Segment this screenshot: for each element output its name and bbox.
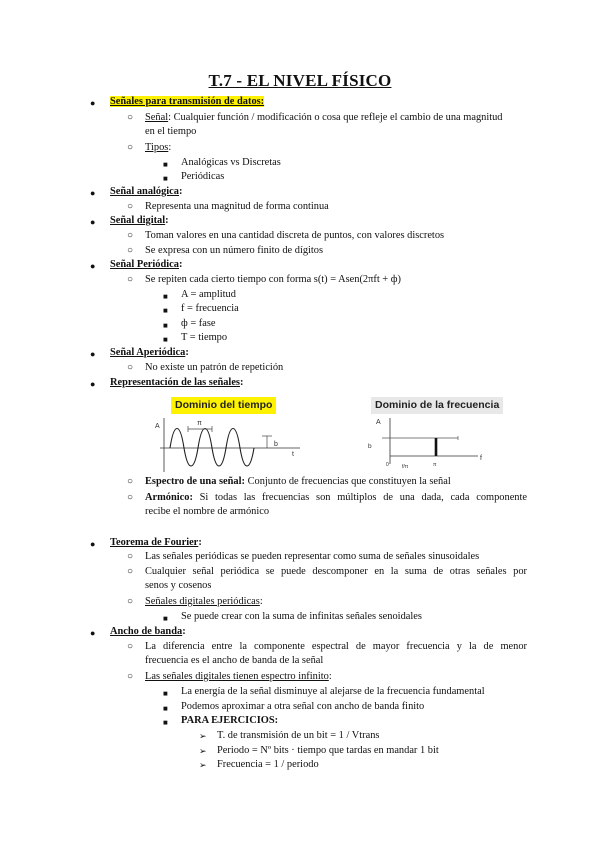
param-item: A = amplitud bbox=[181, 289, 236, 300]
square-bullet-icon: ■ bbox=[163, 321, 168, 330]
digital-item: Toman valores en una cantidad discreta de puntos, con valores discretos bbox=[145, 230, 445, 241]
para-ejercicios: PARA EJERCICIOS: bbox=[181, 715, 279, 726]
arrow-bullet-icon: ➢ bbox=[199, 760, 207, 770]
freq-axis-y-label: A bbox=[376, 419, 381, 426]
ancho-banda-item-cont: frecuencia es el ancho de banda de la señal bbox=[145, 655, 324, 666]
param-item: ф = fase bbox=[181, 318, 216, 329]
fourier-item: Las señales periódicas se pueden representar como suma de señales sinusoidales bbox=[145, 551, 480, 562]
bullet-icon: ● bbox=[90, 188, 96, 198]
circle-bullet-icon: ○ bbox=[127, 245, 134, 256]
tipo-item: Analógicas vs Discretas bbox=[181, 157, 281, 168]
bullet-icon: ● bbox=[90, 379, 96, 389]
time-domain-title: Dominio del tiempo bbox=[171, 397, 276, 414]
square-bullet-icon: ■ bbox=[163, 614, 168, 623]
bullet-icon: ● bbox=[90, 98, 96, 108]
fourier-item-cont: senos y cosenos bbox=[145, 580, 212, 591]
circle-bullet-icon: ○ bbox=[127, 476, 134, 487]
square-bullet-icon: ■ bbox=[163, 160, 168, 169]
periodica-formula: Se repiten cada cierto tiempo con forma s(t) = Asen(2πft + ф) bbox=[145, 274, 401, 285]
fourier-sub-item: Se puede crear con la suma de infinitas señales senoidales bbox=[181, 611, 422, 622]
page-title: T.7 - EL NIVEL FÍSICO bbox=[208, 71, 392, 90]
formula-item: Periodo = Nº bits · tiempo que tardas en mandar 1 bit bbox=[217, 745, 439, 756]
section-heading-digital: Señal digital: bbox=[110, 215, 169, 226]
circle-bullet-icon: ○ bbox=[127, 230, 134, 241]
section-heading-representacion: Representación de las señales: bbox=[110, 377, 244, 388]
section-heading-aperiodica: Señal Aperiódica: bbox=[110, 347, 189, 358]
bullet-icon: ● bbox=[90, 217, 96, 227]
ancho-banda-sub-item: Podemos aproximar a otra señal con ancho de banda finito bbox=[181, 701, 425, 712]
freq-tick-0: 0 bbox=[386, 462, 389, 468]
circle-bullet-icon: ○ bbox=[127, 112, 134, 123]
square-bullet-icon: ■ bbox=[163, 335, 168, 344]
section-heading-senales-transmision: Señales para transmisión de datos: bbox=[110, 96, 265, 107]
aperiodica-item: No existe un patrón de repetición bbox=[145, 362, 284, 373]
circle-bullet-icon: ○ bbox=[127, 362, 134, 373]
armonico-item: Armónico: Si todas las frecuencias son múltiplos de una dada, cada componente bbox=[145, 492, 527, 503]
freq-tick-2: π bbox=[433, 462, 437, 468]
arrow-bullet-icon: ➢ bbox=[199, 731, 207, 741]
square-bullet-icon: ■ bbox=[163, 306, 168, 315]
square-bullet-icon: ■ bbox=[163, 174, 168, 183]
bullet-icon: ● bbox=[90, 261, 96, 271]
ancho-banda-sub-item: La energía de la señal disminuye al alejarse de la frecuencia fundamental bbox=[181, 686, 485, 697]
tipo-item: Periódicas bbox=[181, 171, 225, 182]
time-axis-x-label: t bbox=[292, 451, 294, 458]
sine-wave bbox=[170, 429, 254, 467]
param-item: T = tiempo bbox=[181, 332, 228, 343]
square-bullet-icon: ■ bbox=[163, 704, 168, 713]
section-heading-analogica: Señal analógica: bbox=[110, 186, 183, 197]
bullet-icon: ● bbox=[90, 539, 96, 549]
bullet-icon: ● bbox=[90, 349, 96, 359]
circle-bullet-icon: ○ bbox=[127, 671, 134, 682]
bullet-icon: ● bbox=[90, 628, 96, 638]
circle-bullet-icon: ○ bbox=[127, 641, 134, 652]
frequency-domain-title: Dominio de la frecuencia bbox=[371, 397, 503, 414]
time-domain-figure bbox=[150, 414, 310, 476]
freq-tick-1: f/π bbox=[402, 464, 409, 470]
section-heading-ancho-banda: Ancho de banda: bbox=[110, 626, 186, 637]
armonico-item-cont: recibe el nombre de armónico bbox=[145, 506, 270, 517]
digital-item: Se expresa con un número finito de dígitos bbox=[145, 245, 324, 256]
fourier-item: Cualquier señal periódica se puede descomponer en la suma de otras señales por bbox=[145, 566, 527, 577]
formula-item: Frecuencia = 1 / periodo bbox=[217, 759, 319, 770]
analogica-item: Representa una magnitud de forma continua bbox=[145, 201, 329, 212]
amplitude-label: b bbox=[274, 441, 278, 448]
frequency-domain-figure bbox=[362, 414, 498, 476]
freq-axis-x-label: f bbox=[480, 455, 482, 462]
circle-bullet-icon: ○ bbox=[127, 274, 134, 285]
param-item: f = frecuencia bbox=[181, 303, 239, 314]
section-heading-fourier: Teorema de Fourier: bbox=[110, 537, 202, 548]
fourier-digital-periodicas: Señales digitales periódicas: bbox=[145, 596, 263, 607]
senal-definition-cont: en el tiempo bbox=[145, 126, 197, 137]
circle-bullet-icon: ○ bbox=[127, 492, 134, 503]
ancho-banda-item: La diferencia entre la componente espectral de mayor frecuencia y la de menor bbox=[145, 641, 527, 652]
senal-definition: Señal: Cualquier función / modificación o cosa que refleje el cambio de una magnitud bbox=[145, 112, 503, 123]
circle-bullet-icon: ○ bbox=[127, 142, 134, 153]
square-bullet-icon: ■ bbox=[163, 292, 168, 301]
circle-bullet-icon: ○ bbox=[127, 201, 134, 212]
circle-bullet-icon: ○ bbox=[127, 551, 134, 562]
section-heading-periodica: Señal Periódica: bbox=[110, 259, 183, 270]
formula-item: T. de transmisión de un bit = 1 / Vtrans bbox=[217, 730, 380, 741]
period-label: π bbox=[197, 420, 202, 427]
square-bullet-icon: ■ bbox=[163, 689, 168, 698]
circle-bullet-icon: ○ bbox=[127, 596, 134, 607]
time-axis-y-label: A bbox=[155, 423, 160, 430]
arrow-bullet-icon: ➢ bbox=[199, 746, 207, 756]
espectro-infinito: Las señales digitales tienen espectro infinito: bbox=[145, 671, 332, 682]
freq-amplitude-label: b bbox=[368, 443, 372, 450]
tipos-label: Tipos: bbox=[145, 142, 172, 153]
square-bullet-icon: ■ bbox=[163, 718, 168, 727]
circle-bullet-icon: ○ bbox=[127, 566, 134, 577]
espectro-item: Espectro de una señal: Conjunto de frecuencias que constituyen la señal bbox=[145, 476, 451, 487]
